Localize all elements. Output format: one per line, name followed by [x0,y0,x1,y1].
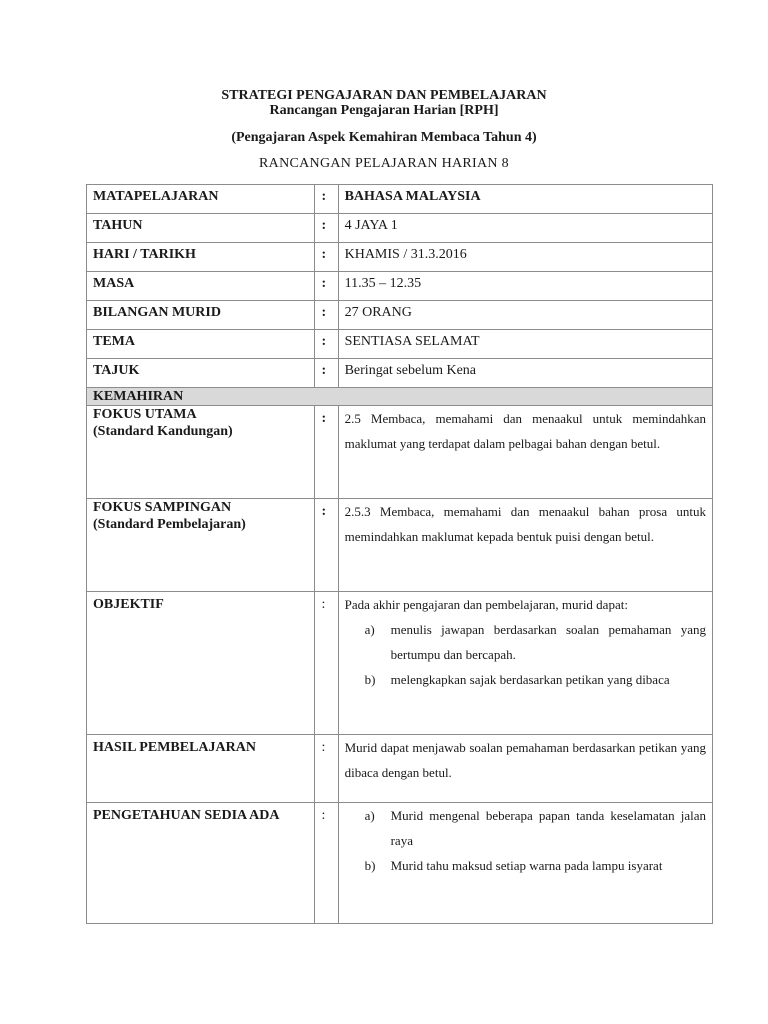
table-row-objective [87,592,713,735]
list-item [365,617,706,667]
row-colon: : [315,272,338,301]
row-label: TAJUK [87,359,315,388]
row-label: TAHUN [87,214,315,243]
table-row-focus-side [87,499,713,592]
skills-heading: KEMAHIRAN [87,388,713,406]
outcome-value: Murid dapat menjawab soalan pemahaman berdasarkan petikan yang dibaca dengan betul. [338,735,712,803]
row-colon: : [315,243,338,272]
list-text: Murid mengenal beberapa papan tanda keselamatan jalan raya [390,808,706,848]
list-item [365,853,706,878]
table-row-topic [87,359,713,388]
row-label: MATAPELAJARAN [87,185,315,214]
row-value: 27 ORANG [338,301,712,330]
table-row-focus-main [87,406,713,499]
row-colon: : [315,301,338,330]
table-row-students [87,301,713,330]
focus-side-value: 2.5.3 Membaca, memahami dan menaakul bahan prosa untuk memindahkan maklumat kepada bentuk puisi dengan betul. [338,499,712,592]
row-value: BAHASA MALAYSIA [338,185,712,214]
list-marker: b) [364,858,376,873]
row-value: 4 JAYA 1 [338,214,712,243]
row-colon: : [315,330,338,359]
prior-knowledge-label: PENGETAHUAN SEDIA ADA [87,803,315,924]
list-item [365,667,706,692]
objective-cell [338,592,712,735]
objective-intro: Pada akhir pengajaran dan pembelajaran, murid dapat: [344,597,628,612]
table-row-outcome [87,735,713,803]
row-label: BILANGAN MURID [87,301,315,330]
objective-list [345,617,706,692]
row-value: KHAMIS / 31.3.2016 [338,243,712,272]
document-title: STRATEGI PENGAJARAN DAN PEMBELAJARAN [221,88,547,103]
list-marker: a) [364,808,375,823]
document-subtitle: Rancangan Pengajaran Harian [RPH] [269,103,499,118]
outcome-label: HASIL PEMBELAJARAN [87,735,315,803]
focus-main-label-cell [87,406,315,499]
table-row-day-date [87,243,713,272]
table-row-time [87,272,713,301]
table-row-subject [87,185,713,214]
focus-main-label: FOKUS UTAMA [93,407,197,422]
row-label: MASA [87,272,315,301]
row-value: 11.35 – 12.35 [338,272,712,301]
list-item [365,803,706,853]
focus-side-label-cell [87,499,315,592]
focus-main-sublabel: (Standard Kandungan) [93,424,233,439]
row-label: HARI / TARIKH [87,243,315,272]
list-text: melengkapkan sajak berdasarkan petikan yang dibaca [390,672,670,687]
objective-label: OBJEKTIF [87,592,315,735]
table-row-year [87,214,713,243]
row-value: SENTIASA SELAMAT [338,330,712,359]
table-row-theme [87,330,713,359]
row-colon: : [315,803,338,924]
aspect-heading: (Pengajaran Aspek Kemahiran Membaca Tahun 4) [231,130,537,145]
table-row-prior-knowledge [87,803,713,924]
list-text: menulis jawapan berdasarkan soalan pemahaman yang bertumpu dan bercapah. [390,622,706,662]
plan-title: RANCANGAN PELAJARAN HARIAN 8 [259,156,509,171]
focus-main-value: 2.5 Membaca, memahami dan menaakul untuk memindahkan maklumat yang terdapat dalam pelbagai bahan dengan betul. [338,406,712,499]
row-colon: : [315,185,338,214]
row-colon: : [315,592,338,735]
prior-knowledge-cell [338,803,712,924]
focus-side-sublabel: (Standard Pembelajaran) [93,517,246,532]
list-marker: a) [364,622,375,637]
list-text: Murid tahu maksud setiap warna pada lampu isyarat [390,858,663,873]
table-row-skills-header [87,388,713,406]
focus-side-label: FOKUS SAMPINGAN [93,500,232,515]
row-value: Beringat sebelum Kena [338,359,712,388]
prior-knowledge-list [345,803,706,878]
row-colon: : [315,214,338,243]
row-colon: : [315,499,338,592]
lesson-plan-table [86,184,713,924]
row-colon: : [315,359,338,388]
row-colon: : [315,735,338,803]
row-label: TEMA [87,330,315,359]
row-colon: : [315,406,338,499]
list-marker: b) [364,672,376,687]
